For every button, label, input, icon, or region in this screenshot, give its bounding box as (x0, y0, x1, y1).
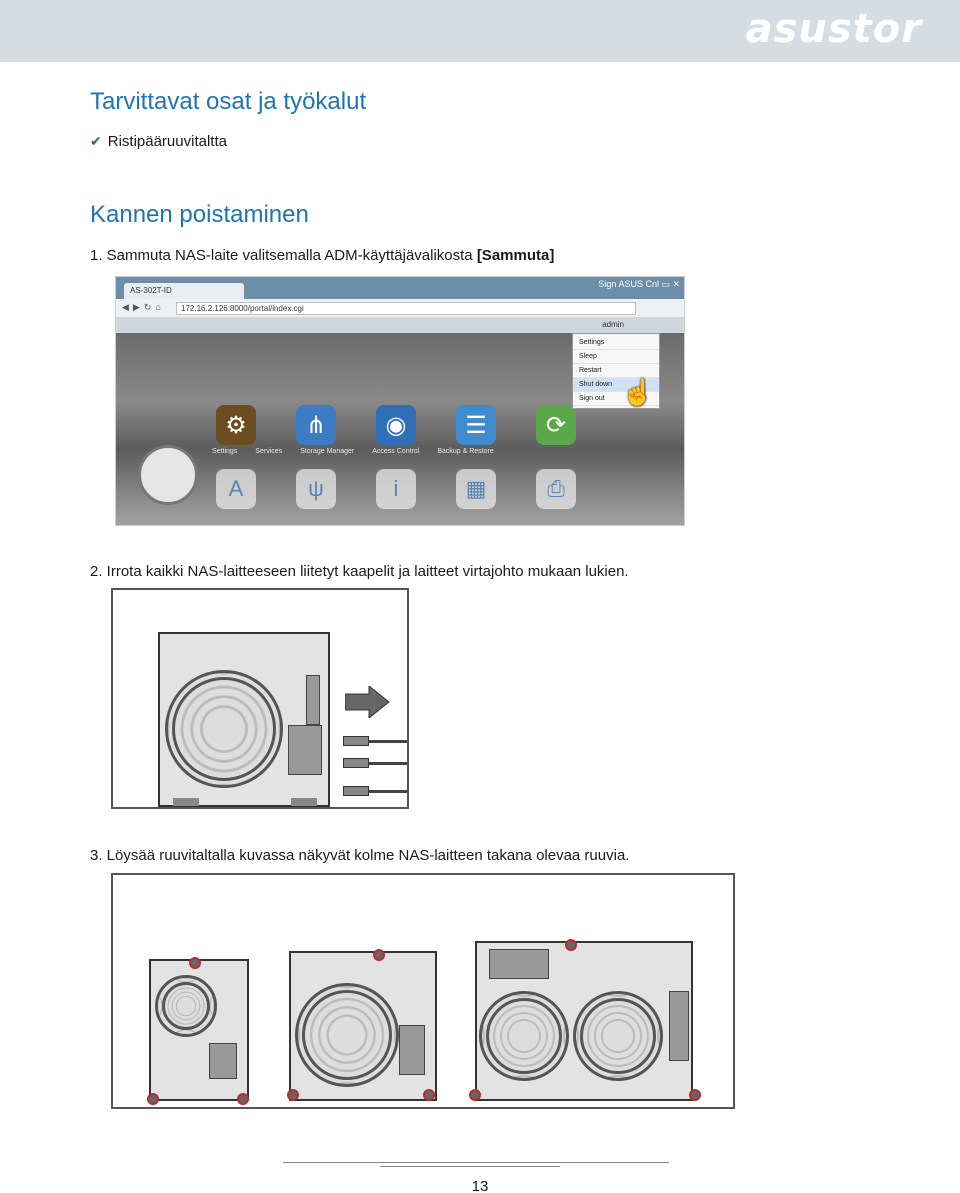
screw-icon (689, 1089, 701, 1101)
nav-icons: ◀▶↻⌂ (122, 302, 165, 312)
foot (291, 798, 317, 806)
browser-tabbar (116, 277, 684, 299)
footer-rule (283, 1162, 669, 1163)
lan-ports (209, 1043, 237, 1079)
app-label: Access Control (372, 448, 420, 455)
checkmark-icon: ✔ (90, 133, 102, 149)
clock-widget (138, 445, 198, 505)
app-row (216, 405, 576, 445)
step-1-text: 1. Sammuta NAS-laite valitsemalla ADM-käyttäjävalikosta (90, 247, 477, 264)
screw-icon (189, 957, 201, 969)
foot (173, 798, 199, 806)
app-label: Backup & Restore (437, 448, 494, 455)
lan-ports (669, 991, 689, 1061)
step-3: 3. Löysää ruuvitaltalla kuvassa näkyvät kolme NAS-laitteen takana olevaa ruuvia. (90, 847, 630, 864)
menu-item-restart[interactable]: Restart (573, 364, 659, 378)
footer-rule (380, 1166, 560, 1167)
fan-icon (155, 975, 217, 1037)
font-app-icon[interactable]: A (216, 469, 256, 509)
unplug-figure (111, 588, 409, 809)
screw-icon (147, 1093, 159, 1105)
grid-app-icon[interactable]: ▦ (456, 469, 496, 509)
browser-urlbar (116, 299, 684, 317)
browser-tab[interactable]: AS-302T-ID (124, 283, 244, 299)
arrow-right-icon (345, 686, 390, 718)
cable (369, 762, 409, 765)
lan-ports (399, 1025, 425, 1075)
step-1-bold: [Sammuta] (476, 247, 555, 264)
printer-app-icon[interactable]: ⎙ (536, 469, 576, 509)
page-number: 13 (471, 1178, 489, 1193)
settings-app-icon[interactable]: ⚙ (216, 405, 256, 445)
adm-screenshot (115, 276, 685, 526)
app-label: Storage Manager (300, 448, 355, 455)
screw-icon (565, 939, 577, 951)
screw-icon (237, 1093, 249, 1105)
hand-cursor-icon: ☝ (621, 377, 654, 407)
power-plug (343, 786, 369, 796)
section-title-cover: Kannen poistaminen (90, 201, 309, 228)
screws-figure (111, 873, 735, 1109)
url-field[interactable]: 172.16.2.126:8000/portal/index.cgi (176, 302, 636, 315)
adm-taskbar (116, 317, 684, 333)
brand-logo: asustor (745, 6, 922, 52)
port-column (306, 675, 320, 725)
access-app-icon[interactable]: ☰ (456, 405, 496, 445)
storage-app-icon[interactable]: ◉ (376, 405, 416, 445)
usb-app-icon[interactable]: ψ (296, 469, 336, 509)
fan-icon (479, 991, 569, 1081)
tool-label: Ristipääruuvitaltta (107, 133, 227, 150)
header-bar (0, 0, 960, 62)
info-app-icon[interactable]: i (376, 469, 416, 509)
lan-ports (288, 725, 322, 775)
menu-item-shutdown[interactable]: Shut down (573, 378, 659, 392)
services-app-icon[interactable]: ⋔ (296, 405, 336, 445)
step-2: 2. Irrota kaikki NAS-laitteeseen liitetyt kaapelit ja laitteet virtajohto mukaan lukien. (90, 563, 629, 580)
app-row-2 (216, 469, 576, 509)
app-label: Settings (212, 448, 238, 455)
screw-icon (469, 1089, 481, 1101)
power-cable (369, 790, 409, 793)
menu-item-settings[interactable]: Settings (573, 336, 659, 350)
menu-item-signout[interactable]: Sign out (573, 392, 659, 406)
app-labels (212, 448, 494, 455)
screw-icon (287, 1089, 299, 1101)
screw-icon (423, 1089, 435, 1101)
cable-plug (343, 736, 369, 746)
menu-item-sleep[interactable]: Sleep (573, 350, 659, 364)
window-controls: Sign ASUS Cnl ▭ ✕ (598, 279, 680, 289)
psu-panel (489, 949, 549, 979)
step-1 (90, 247, 554, 264)
admin-user[interactable]: admin (602, 320, 624, 329)
tool-bullet (90, 133, 227, 150)
cable (369, 740, 409, 743)
fan-icon (295, 983, 399, 1087)
app-label: Services (255, 448, 283, 455)
backup-app-icon[interactable]: ⟳ (536, 405, 576, 445)
window-label: Sign ASUS Cnl (598, 279, 659, 289)
section-title-tools: Tarvittavat osat ja työkalut (90, 88, 367, 115)
screw-icon (373, 949, 385, 961)
cable-plug (343, 758, 369, 768)
fan-icon (573, 991, 663, 1081)
fan-icon (165, 670, 283, 788)
